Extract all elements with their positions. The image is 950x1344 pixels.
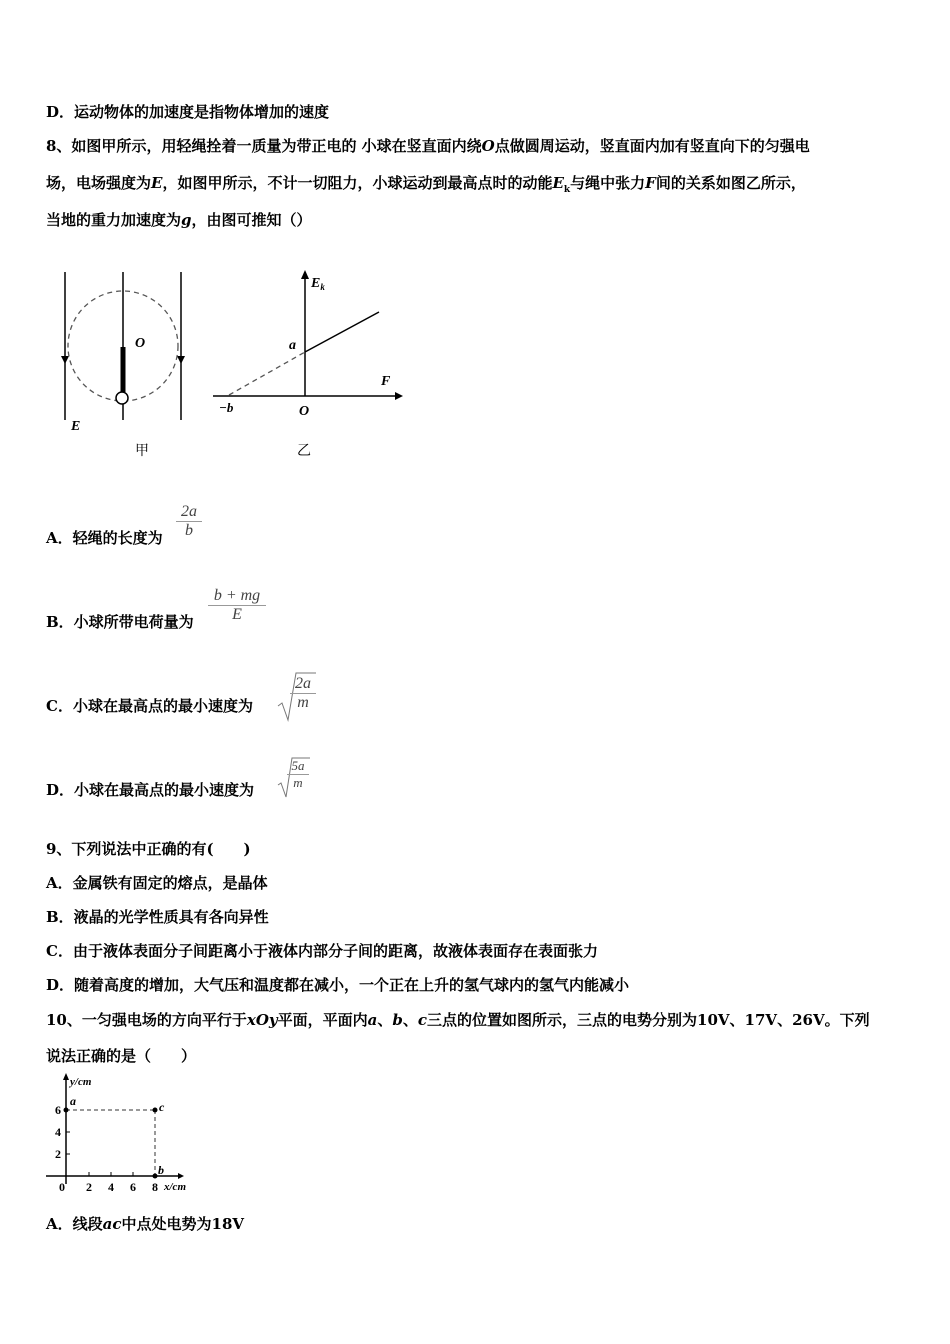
caption-jia: 甲 [135,444,149,459]
q10-option-a: A．线段ac中点处电势为18V [46,1215,245,1233]
q8-option-d-fraction: 5a m [287,758,309,791]
q8-option-a-fraction: 2a b [176,503,202,540]
xtick-2: 2 [86,1180,92,1194]
q8-option-b-fraction: b + mg E [208,587,266,624]
axis-f-arrow [395,392,403,400]
label-origin: O [299,404,310,419]
ek-f-line [305,312,379,352]
q10-graph [42,1072,202,1197]
x-label: x/cm [164,1181,186,1193]
label-o: O [135,336,146,351]
q8-option-b: B．小球所带电荷量为 [46,613,194,631]
x-axis-arrow [178,1173,184,1179]
q8-stem-line2: 场，电场强度为E，如图甲所示，不计一切阻力，小球运动到最高点时的动能$E_k$与绳中张力F间的关系如图乙所示， [46,174,806,195]
figure-yi [205,265,405,465]
field-arrow-left [61,356,69,364]
y-axis-arrow [63,1073,69,1080]
ball [116,392,128,404]
q8-option-d: D．小球在最高点的最小速度为 [46,781,255,799]
q9-option-d: D．随着高度的增加，大气压和温度都在减小，一个正在上升的氢气球内的氢气内能减小 [46,976,630,994]
point-c [153,1108,158,1113]
q8-option-c-fraction: 2a m [290,675,316,712]
xtick-8: 8 [152,1180,158,1194]
q9-option-a: A．金属铁有固定的熔点，是晶体 [46,874,268,892]
point-b [153,1174,158,1179]
xtick-6: 6 [130,1180,136,1194]
axis-ek-arrow [301,270,309,279]
point-c-label: c [159,1100,165,1114]
q10-stem-line2: 说法正确的是（ ） [46,1047,197,1065]
y-label: y/cm [70,1076,92,1088]
q9-stem: 9、下列说法中正确的有( ) [46,840,251,858]
ytick-2: 2 [55,1147,61,1161]
xtick-0: 0 [59,1180,65,1194]
q9-option-c: C．由于液体表面分子间距离小于液体内部分子间的距离，故液体表面存在表面张力 [46,942,598,960]
q7-option-d: D．运动物体的加速度是指物体增加的速度 [46,103,330,121]
q10-stem-line1: 10、一匀强电场的方向平行于xOy平面，平面内a、b、c三点的位置如图所示，三点的电势分别为10V、17V、26V。下列 [46,1011,870,1029]
point-a-label: a [70,1094,76,1108]
q8-stem-line1: 8、如图甲所示，用轻绳拴着一质量为带正电的 小球在竖直面内绕O点做圆周运动，竖直面内加有竖直向下的匀强电 [46,137,810,155]
point-a [64,1108,69,1113]
label-ek: $E_k$ [311,276,325,292]
field-arrow-right [177,356,185,364]
q8-stem-line3: 当地的重力加速度为g，由图可推知（） [46,211,312,229]
point-b-label: b [158,1163,164,1177]
xtick-4: 4 [108,1180,114,1194]
ytick-4: 4 [55,1125,61,1139]
ek-f-dashed [229,352,305,395]
ytick-6: 6 [55,1103,61,1117]
q8-option-c: C．小球在最高点的最小速度为 [46,697,253,715]
figure-jia [55,250,200,465]
label-f: F [381,374,391,389]
caption-yi: 乙 [297,444,311,459]
label-e: E [71,419,81,434]
label-a: a [289,338,296,353]
q8-option-a: A．轻绳的长度为 [46,529,163,547]
q9-option-b: B．液晶的光学性质具有各向异性 [46,908,269,926]
label-minus-b: −b [219,400,234,415]
